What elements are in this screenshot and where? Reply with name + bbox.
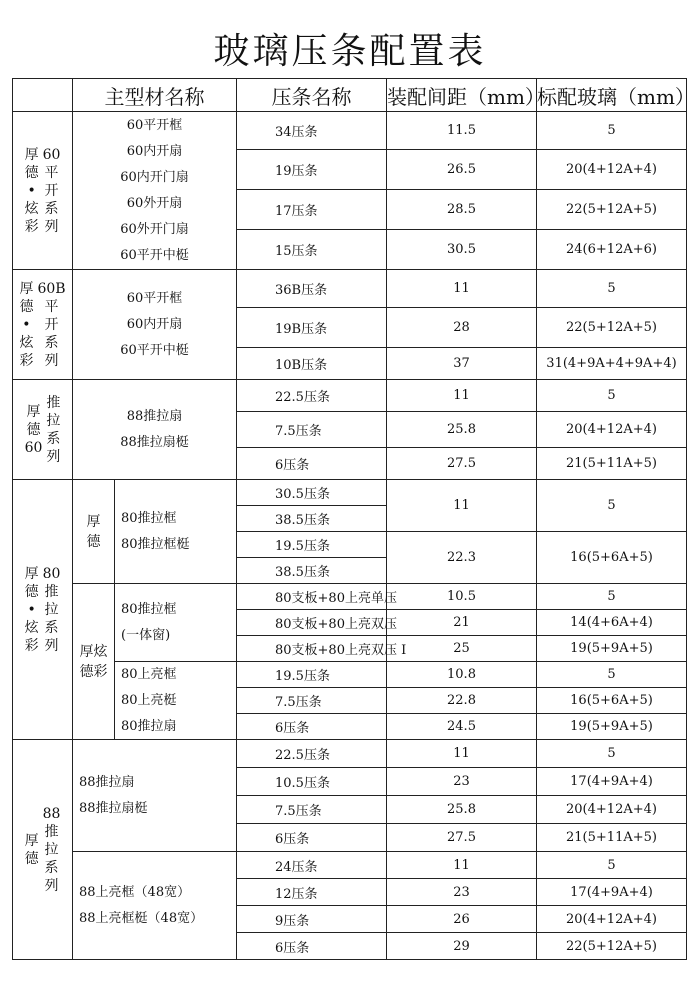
series-brand [25, 832, 39, 868]
standard-glass: 22(5+12A+5) [537, 308, 687, 348]
profile-name-cell [115, 662, 237, 740]
standard-glass: 17(4+9A+4) [537, 879, 687, 906]
fit-gap: 22.8 [387, 688, 537, 714]
series-char: 彩 [24, 637, 39, 654]
profile-name: 88推拉扇 [79, 774, 135, 790]
strip-name: 22.5压条 [237, 740, 387, 768]
series-char: 德 [24, 164, 39, 181]
fit-gap: 28 [387, 308, 537, 348]
series-brand [19, 280, 33, 370]
series-label-cell [13, 112, 73, 270]
series-label-cell [13, 270, 73, 380]
series-char: 列 [46, 448, 61, 465]
series-name [43, 805, 61, 895]
profile-name-cell [73, 112, 237, 270]
profile-name: 80上亮框 [121, 666, 177, 682]
fit-gap: 11 [387, 480, 537, 532]
standard-glass: 20(4+12A+4) [537, 796, 687, 824]
fit-gap: 27.5 [387, 448, 537, 480]
standard-glass: 20(4+12A+4) [537, 906, 687, 933]
fit-gap: 24.5 [387, 714, 537, 740]
series-char: 彩 [19, 352, 34, 369]
series-char: • [27, 601, 36, 618]
fit-gap: 30.5 [387, 230, 537, 270]
standard-glass: 5 [537, 380, 687, 412]
standard-glass: 20(4+12A+4) [537, 150, 687, 190]
strip-name: 6压条 [237, 448, 387, 480]
series-name [46, 394, 60, 466]
strip-name: 7.5压条 [237, 796, 387, 824]
strip-name: 15压条 [237, 230, 387, 270]
profile-list [73, 289, 236, 361]
subgroup-label [73, 584, 115, 740]
standard-glass: 5 [537, 270, 687, 308]
series-char: • [27, 182, 36, 199]
profile-list [115, 600, 236, 646]
fit-gap: 37 [387, 348, 537, 380]
series-char: 系 [44, 334, 59, 351]
profile-name: 88上亮框梃（48宽） [79, 910, 204, 926]
series-char: 德 [24, 850, 39, 867]
subgroup-text: 德 [86, 533, 101, 550]
profile-name: 60内开扇 [126, 143, 183, 159]
series-label [13, 394, 72, 466]
profile-name: 60平开中梃 [120, 247, 189, 263]
series-char: 平 [44, 298, 59, 315]
series-char: 系 [44, 200, 59, 217]
header-strip-name: 压条名称 [237, 79, 387, 112]
series-brand [25, 403, 43, 457]
standard-glass: 16(5+6A+5) [537, 688, 687, 714]
strip-name: 6压条 [237, 714, 387, 740]
profile-list [73, 116, 236, 266]
fit-gap: 11 [387, 740, 537, 768]
fit-gap: 11 [387, 270, 537, 308]
profile-name: 60内开门扇 [120, 169, 189, 185]
series-brand [25, 146, 39, 236]
fit-gap: 21 [387, 610, 537, 636]
profile-name: 88推拉扇 [126, 408, 183, 424]
table-row [13, 480, 687, 506]
fit-gap: 25.8 [387, 412, 537, 448]
series-char: 系 [44, 859, 59, 876]
strip-name: 12压条 [237, 879, 387, 906]
strip-name: 80支板+80上亮双压 [237, 610, 387, 636]
standard-glass: 5 [537, 480, 687, 532]
strip-name: 6压条 [237, 824, 387, 852]
strip-name: 17压条 [237, 190, 387, 230]
subgroup-label [73, 480, 115, 584]
standard-glass: 21(5+11A+5) [537, 824, 687, 852]
profile-name: 60内开扇 [126, 316, 183, 332]
series-char: 厚 [24, 832, 39, 849]
profile-list [115, 509, 236, 555]
profile-name: 80推拉框 [121, 510, 177, 526]
series-char: 厚 [24, 146, 39, 163]
table-row [13, 852, 687, 879]
fit-gap: 29 [387, 933, 537, 960]
profile-name: 60平开中梃 [120, 342, 189, 358]
standard-glass: 5 [537, 584, 687, 610]
standard-glass: 31(4+9A+4+9A+4) [537, 348, 687, 380]
series-label-cell [13, 480, 73, 740]
fit-gap: 27.5 [387, 824, 537, 852]
standard-glass: 16(5+6A+5) [537, 532, 687, 584]
strip-name: 6压条 [237, 933, 387, 960]
fit-gap: 10.8 [387, 662, 537, 688]
profile-name: 80推拉框 [121, 601, 177, 617]
table-row [13, 112, 687, 150]
profile-name-cell [115, 480, 237, 584]
series-char: 列 [44, 637, 59, 654]
series-char: 推 [46, 394, 61, 411]
series-label [13, 280, 72, 370]
standard-glass: 5 [537, 852, 687, 879]
series-char: 推 [44, 823, 59, 840]
series-brand [25, 565, 39, 655]
series-char: 开 [44, 182, 59, 199]
profile-name-cell [73, 740, 237, 852]
strip-name: 36B压条 [237, 270, 387, 308]
profile-name: 88推拉扇梃 [120, 434, 189, 450]
standard-glass: 24(6+12A+6) [537, 230, 687, 270]
series-char: 60B [37, 280, 66, 297]
profile-name: 88上亮框（48宽） [79, 884, 191, 900]
series-char: 炫 [19, 334, 34, 351]
series-label [13, 805, 72, 895]
series-char: 德 [26, 421, 41, 438]
header-profile-name: 主型材名称 [73, 79, 237, 112]
table-row [13, 662, 687, 688]
series-char: 拉 [44, 601, 59, 618]
subgroup-text: 厚炫 [79, 643, 108, 660]
profile-name: 60外开扇 [126, 195, 183, 211]
profile-name-cell [115, 584, 237, 662]
standard-glass: 21(5+11A+5) [537, 448, 687, 480]
subgroup-text: 德彩 [79, 663, 108, 680]
series-char: • [22, 316, 31, 333]
strip-name: 9压条 [237, 906, 387, 933]
standard-glass: 20(4+12A+4) [537, 412, 687, 448]
fit-gap: 28.5 [387, 190, 537, 230]
series-char: 德 [24, 583, 39, 600]
standard-glass: 5 [537, 740, 687, 768]
profile-name: 60平开框 [126, 290, 183, 306]
standard-glass: 19(5+9A+5) [537, 714, 687, 740]
series-label [13, 146, 72, 236]
fit-gap: 11 [387, 852, 537, 879]
strip-name: 10B压条 [237, 348, 387, 380]
profile-name: 60外开门扇 [120, 221, 189, 237]
strip-name: 7.5压条 [237, 412, 387, 448]
fit-gap: 23 [387, 768, 537, 796]
fit-gap: 10.5 [387, 584, 537, 610]
series-label-cell [13, 740, 73, 960]
series-char: 60 [24, 439, 43, 456]
profile-name: 88推拉扇梃 [79, 800, 148, 816]
series-name [37, 280, 65, 370]
glass-strip-table [12, 78, 695, 960]
profile-list [73, 407, 236, 453]
subgroup-text: 厚 [86, 513, 101, 530]
fit-gap: 22.3 [387, 532, 537, 584]
table-row [13, 740, 687, 768]
series-char: 拉 [46, 412, 61, 429]
series-char: 拉 [44, 841, 59, 858]
strip-name: 10.5压条 [237, 768, 387, 796]
series-char: 德 [19, 298, 34, 315]
strip-name: 7.5压条 [237, 688, 387, 714]
series-char: 炫 [24, 619, 39, 636]
series-char: 推 [44, 583, 59, 600]
profile-name-cell [73, 270, 237, 380]
strip-name: 30.5压条 [237, 480, 387, 506]
profile-name: 80推拉扇 [121, 718, 177, 734]
series-char: 平 [44, 164, 59, 181]
table-row [13, 380, 687, 412]
strip-name: 38.5压条 [237, 506, 387, 532]
strip-name: 19B压条 [237, 308, 387, 348]
profile-name-cell [73, 380, 237, 480]
series-char: 厚 [26, 403, 41, 420]
table-row [13, 584, 687, 610]
profile-list [73, 773, 236, 819]
fit-gap: 11 [387, 380, 537, 412]
fit-gap: 25 [387, 636, 537, 662]
series-char: 列 [44, 877, 59, 894]
profile-name: (一体窗) [121, 627, 171, 643]
profile-name: 80上亮梃 [121, 692, 177, 708]
strip-name: 22.5压条 [237, 380, 387, 412]
strip-name: 24压条 [237, 852, 387, 879]
series-char: 开 [44, 316, 59, 333]
fit-gap: 23 [387, 879, 537, 906]
strip-name: 80支板+80上亮双压 I [237, 636, 387, 662]
strip-name: 38.5压条 [237, 558, 387, 584]
table-row [13, 270, 687, 308]
header-fit-gap: 装配间距（mm） [387, 79, 537, 112]
series-char: 80 [42, 565, 61, 582]
series-char: 列 [44, 352, 59, 369]
profile-name: 60平开框 [126, 117, 183, 133]
profile-name: 80推拉框梃 [121, 536, 190, 552]
standard-glass: 22(5+12A+5) [537, 190, 687, 230]
page-title: 玻璃压条配置表 [213, 31, 487, 72]
standard-glass: 5 [537, 112, 687, 150]
strip-name: 34压条 [237, 112, 387, 150]
strip-name: 80支板+80上亮单压 [237, 584, 387, 610]
series-char: 炫 [24, 200, 39, 217]
series-char: 列 [44, 218, 59, 235]
series-char: 系 [44, 619, 59, 636]
standard-glass: 5 [537, 662, 687, 688]
fit-gap: 11.5 [387, 112, 537, 150]
fit-gap: 26 [387, 906, 537, 933]
series-char: 60 [42, 146, 61, 163]
profile-name-cell [73, 852, 237, 960]
series-name [43, 146, 61, 236]
series-char: 厚 [19, 280, 34, 297]
fit-gap: 25.8 [387, 796, 537, 824]
header-row [13, 79, 687, 112]
standard-glass: 14(4+6A+4) [537, 610, 687, 636]
series-name [43, 565, 61, 655]
profile-list [115, 665, 236, 737]
table-body [13, 112, 687, 960]
header-series [13, 79, 73, 112]
series-char: 系 [46, 430, 61, 447]
series-label [13, 565, 72, 655]
series-char: 厚 [24, 565, 39, 582]
series-char: 88 [42, 805, 61, 822]
strip-name: 19.5压条 [237, 532, 387, 558]
header-standard-glass: 标配玻璃（mm） [537, 79, 687, 112]
strip-name: 19.5压条 [237, 662, 387, 688]
standard-glass: 22(5+12A+5) [537, 933, 687, 960]
fit-gap: 26.5 [387, 150, 537, 190]
standard-glass: 19(5+9A+5) [537, 636, 687, 662]
series-label-cell [13, 380, 73, 480]
series-char: 彩 [24, 218, 39, 235]
strip-name: 19压条 [237, 150, 387, 190]
profile-list [73, 883, 236, 929]
standard-glass: 17(4+9A+4) [537, 768, 687, 796]
